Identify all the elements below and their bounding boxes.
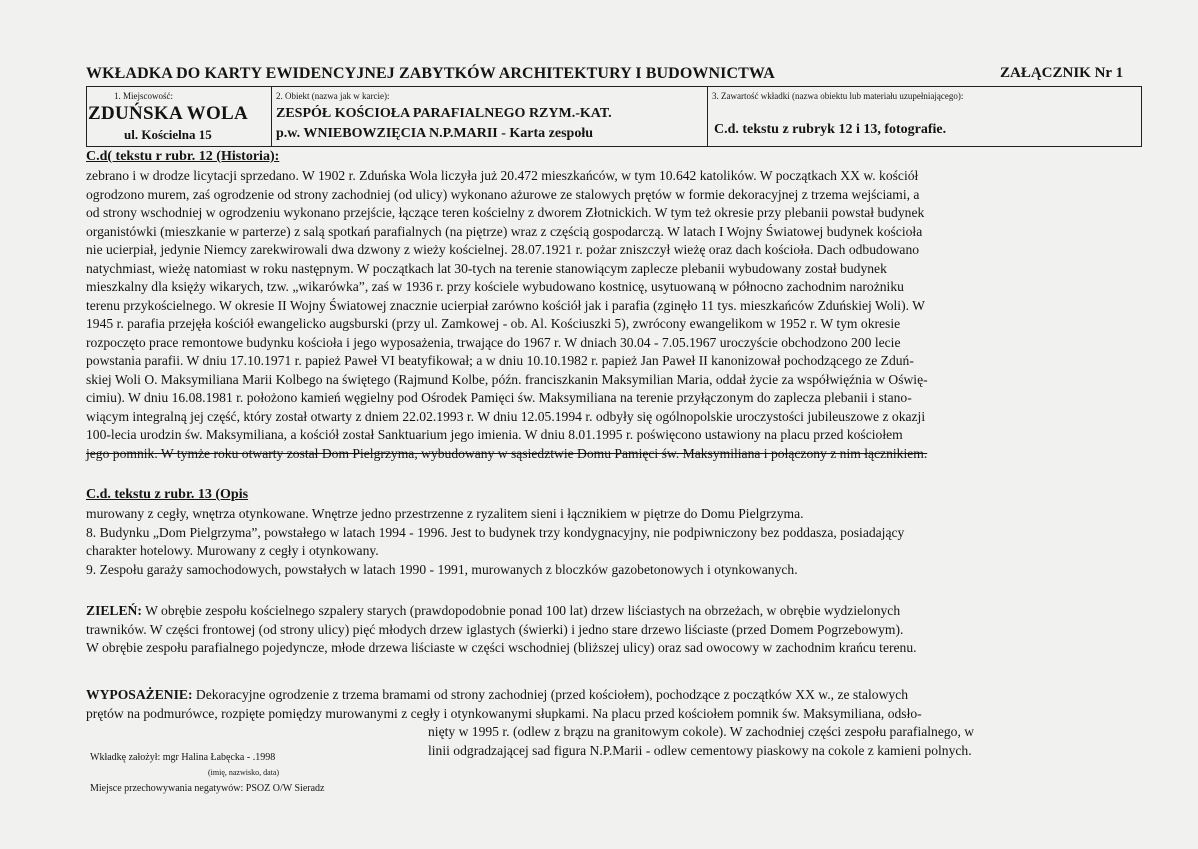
history-line: 100-lecia urodzin św. Maksymiliana, a kościół został Sanktuarium jego imienia. W dniu 8.01.1995 r. poświęcono ustawiony na placu przed kościołem	[86, 427, 903, 442]
field-object-label: 2. Obiekt (nazwa jak w karcie):	[276, 91, 390, 101]
field-content-value: C.d. tekstu z rubryk 12 i 13, fotografie.	[714, 122, 947, 137]
history-line-struck: jego pomnik. W tymże roku otwarty został Dom Pielgrzyma, wybudowany w sąsiedztwie Domu Pamięci św. Maksymiliana i połączony z nim łącznikiem.	[86, 445, 928, 461]
history-line: wiącym integralną jej część, który został otwarty z dniem 22.02.1993 r. W dniu 12.05.1994 r. odbyły się ogólnopolskie uroczystości jubileuszowe z okazji	[86, 408, 926, 424]
description-line: 8. Budynku „Dom Pielgrzyma”, powstałego w latach 1994 - 1996. Jest to budynek trzy kondygnacyjny, nie podpiwniczony bez poddasza, posiadający	[86, 524, 905, 540]
greenery-line: W obrębie zespołu parafialnego pojedyncze, młode drzewa liściaste w części wschodniej (bliższej ulicy) oraz sad owocowy w zachodnim krańcu terenu.	[86, 640, 917, 655]
equipment-continued	[428, 723, 974, 760]
history-line: cimiu). W dniu 16.08.1981 r. położono kamień węgielny pod Ośrodek Pamięci św. Maksymiliana na terenie przyłączonym do zaplecza plebanii i stano-	[86, 390, 912, 405]
greenery-section	[86, 602, 917, 658]
field-locality-label: 1. Miejscowość:	[114, 91, 173, 101]
description-text	[86, 505, 904, 579]
field-object-value-line1: ZESPÓŁ KOŚCIOŁA PARAFIALNEGO RZYM.-KAT.	[276, 106, 612, 121]
footer-author-caption: (imię, nazwisko, data)	[208, 768, 280, 777]
attachment-number: ZAŁĄCZNIK Nr 1	[1000, 65, 1124, 81]
history-line: natychmiast, wieżę natomiast w roku następnym. W początkach lat 30-tych na terenie stanowiącym zaplecze plebanii wybudowany został budynek	[86, 260, 887, 276]
equipment-line: linii odgradzającej sad figura N.P.Marii - odlew cementowy piaskowy na cokole z kamieni polnych.	[428, 742, 972, 758]
field-object-value-line2: p.w. WNIEBOWZIĘCIA N.P.MARII - Karta zespołu	[276, 126, 593, 141]
greenery-line: W obrębie zespołu kościelnego szpalery starych (prawdopodobnie ponad 100 lat) drzew liściastych na obrzeżach, w obrębie wydzielonych	[145, 603, 901, 618]
history-line: ogrodzono murem, zaś ogrodzenie od strony zachodniej (od ulicy) wykonano ażurowe ze stalowych prętów w formie dekoracyjnej z trzema wejściami, a	[86, 186, 920, 202]
box-divider-2	[707, 86, 708, 146]
history-line: organistówki (mieszkanie w parterze) z salą spotkań parafialnych (na piętrze) wraz z częścią gospodarczą. W latach I Wojny Światowej budynek kościoła	[86, 223, 923, 239]
equipment-line: prętów na podmurówce, rozpięte pomiędzy murowanymi z cegły i otynkowanymi słupkami. Na placu przed kościołem pomnik św. Maksymiliana, odsło-	[86, 705, 922, 721]
box-left-border	[86, 86, 87, 146]
description-line: murowany z cegły, wnętrza otynkowane. Wnętrze jedno przestrzenne z ryzalitem sieni i łącznikiem w piętrze do Domu Pielgrzyma.	[86, 506, 804, 521]
box-top-border	[86, 86, 1142, 87]
history-line: mieszkalny dla księży wikarych, tzw. „wikarówka”, zaś w 1936 r. przy kościele wybudowano kostnicę, usytuowaną w północno zachodnim narożniku	[86, 279, 904, 294]
equipment-line: Dekoracyjne ogrodzenie z trzema bramami od strony zachodniej (przed kościołem), pochodzące z początków XX w., ze stalowych	[195, 687, 909, 702]
history-heading: C.d( tekstu r rubr. 12 (Historia):	[86, 149, 280, 164]
history-line: terenu przykościelnego. W okresie II Wojny Światowej znacznie ucierpiał zarówno kościół jak i parafia (zginęło 11 tys. mieszkańców Zduńskiej Woli). W	[86, 297, 925, 313]
equipment-section	[86, 686, 922, 723]
description-line: charakter hotelowy. Murowany z cegły i otynkowany.	[86, 543, 379, 558]
box-divider-1	[271, 86, 272, 146]
history-line: 1945 r. parafia przejęła kościół ewangelicko augsburski (przy ul. Zamkowej - ob. Al. Kościuszki 5), zwrócony ewangelikom w 1952 r. W tym okresie	[86, 316, 901, 331]
history-line: powstania parafii. W dniu 17.10.1971 r. papież Paweł VI beatyfikował; a w dniu 10.10.1982 r. papież Jan Paweł II kanonizował pochodzącego ze Zduń-	[86, 353, 914, 368]
document-title: WKŁADKA DO KARTY EWIDENCYJNEJ ZABYTKÓW ARCHITEKTURY I BUDOWNICTWA	[86, 65, 775, 82]
equipment-label: WYPOSAŻENIE:	[86, 687, 193, 702]
box-bottom-border	[86, 146, 1142, 147]
field-locality-street: ul. Kościelna 15	[124, 127, 212, 142]
history-line: od strony wschodniej w ogrodzeniu wykonano przejście, łączące teren kościelny z dworem Złotnickich. W tym też okresie przy plebanii powstał budynek	[86, 205, 925, 220]
history-line: rozpoczęto prace remontowe budynku kościoła i jego wyposażenia, trwające do 1967 r. W dniach 30.04 - 7.05.1967 uroczyście obchodzono 200 lecie	[86, 334, 901, 350]
history-line: zebrano i w drodze licytacji sprzedano. W 1902 r. Zduńska Wola liczyła już 20.472 mieszkańców, w tym 10.642 katolików. W początkach XX w. kościół	[86, 168, 919, 183]
history-line: skiej Woli O. Maksymiliana Marii Kolbego na świętego (Rajmund Kolbe, późn. franciszkanin Maksymilian Maria, oddał życie za współwięźnia w Oświę-	[86, 371, 928, 387]
field-locality-value: ZDUŃSKA WOLA	[88, 103, 249, 124]
greenery-line: trawników. W części frontowej (od strony ulicy) pięć młodych drzew iglastych (świerki) i jedno stare drzewo liściaste (przed Domem Pogrzebowym).	[86, 621, 904, 637]
equipment-line: nięty w 1995 r. (odlew z brązu na granitowym cokole). W zachodniej części zespołu parafialnego, w	[428, 724, 975, 739]
greenery-label: ZIELEŃ:	[86, 603, 142, 618]
history-line: nie ucierpiał, jedynie Niemcy zarekwirowali dwa dzwony z wieży kościelnej. 28.07.1921 r. pożar zniszczył wieżę oraz dach kościoła. Dach odbudowano	[86, 242, 920, 257]
description-heading: C.d. tekstu z rubr. 13 (Opis	[86, 487, 249, 502]
field-content-label: 3. Zawartość wkładki (nazwa obiektu lub materiału uzupełniającego):	[712, 91, 964, 101]
description-line: 9. Zespołu garaży samochodowych, powstałych w latach 1990 - 1991, murowanych z bloczków gazobetonowych i otynkowanych.	[86, 561, 798, 577]
history-text	[86, 167, 928, 463]
footer-negatives-location: Miejsce przechowywania negatywów: PSOZ O/W Sieradz	[90, 783, 325, 794]
footer-author: Wkładkę założył: mgr Halina Łabęcka - .1998	[90, 752, 276, 763]
box-right-border	[1141, 86, 1142, 146]
